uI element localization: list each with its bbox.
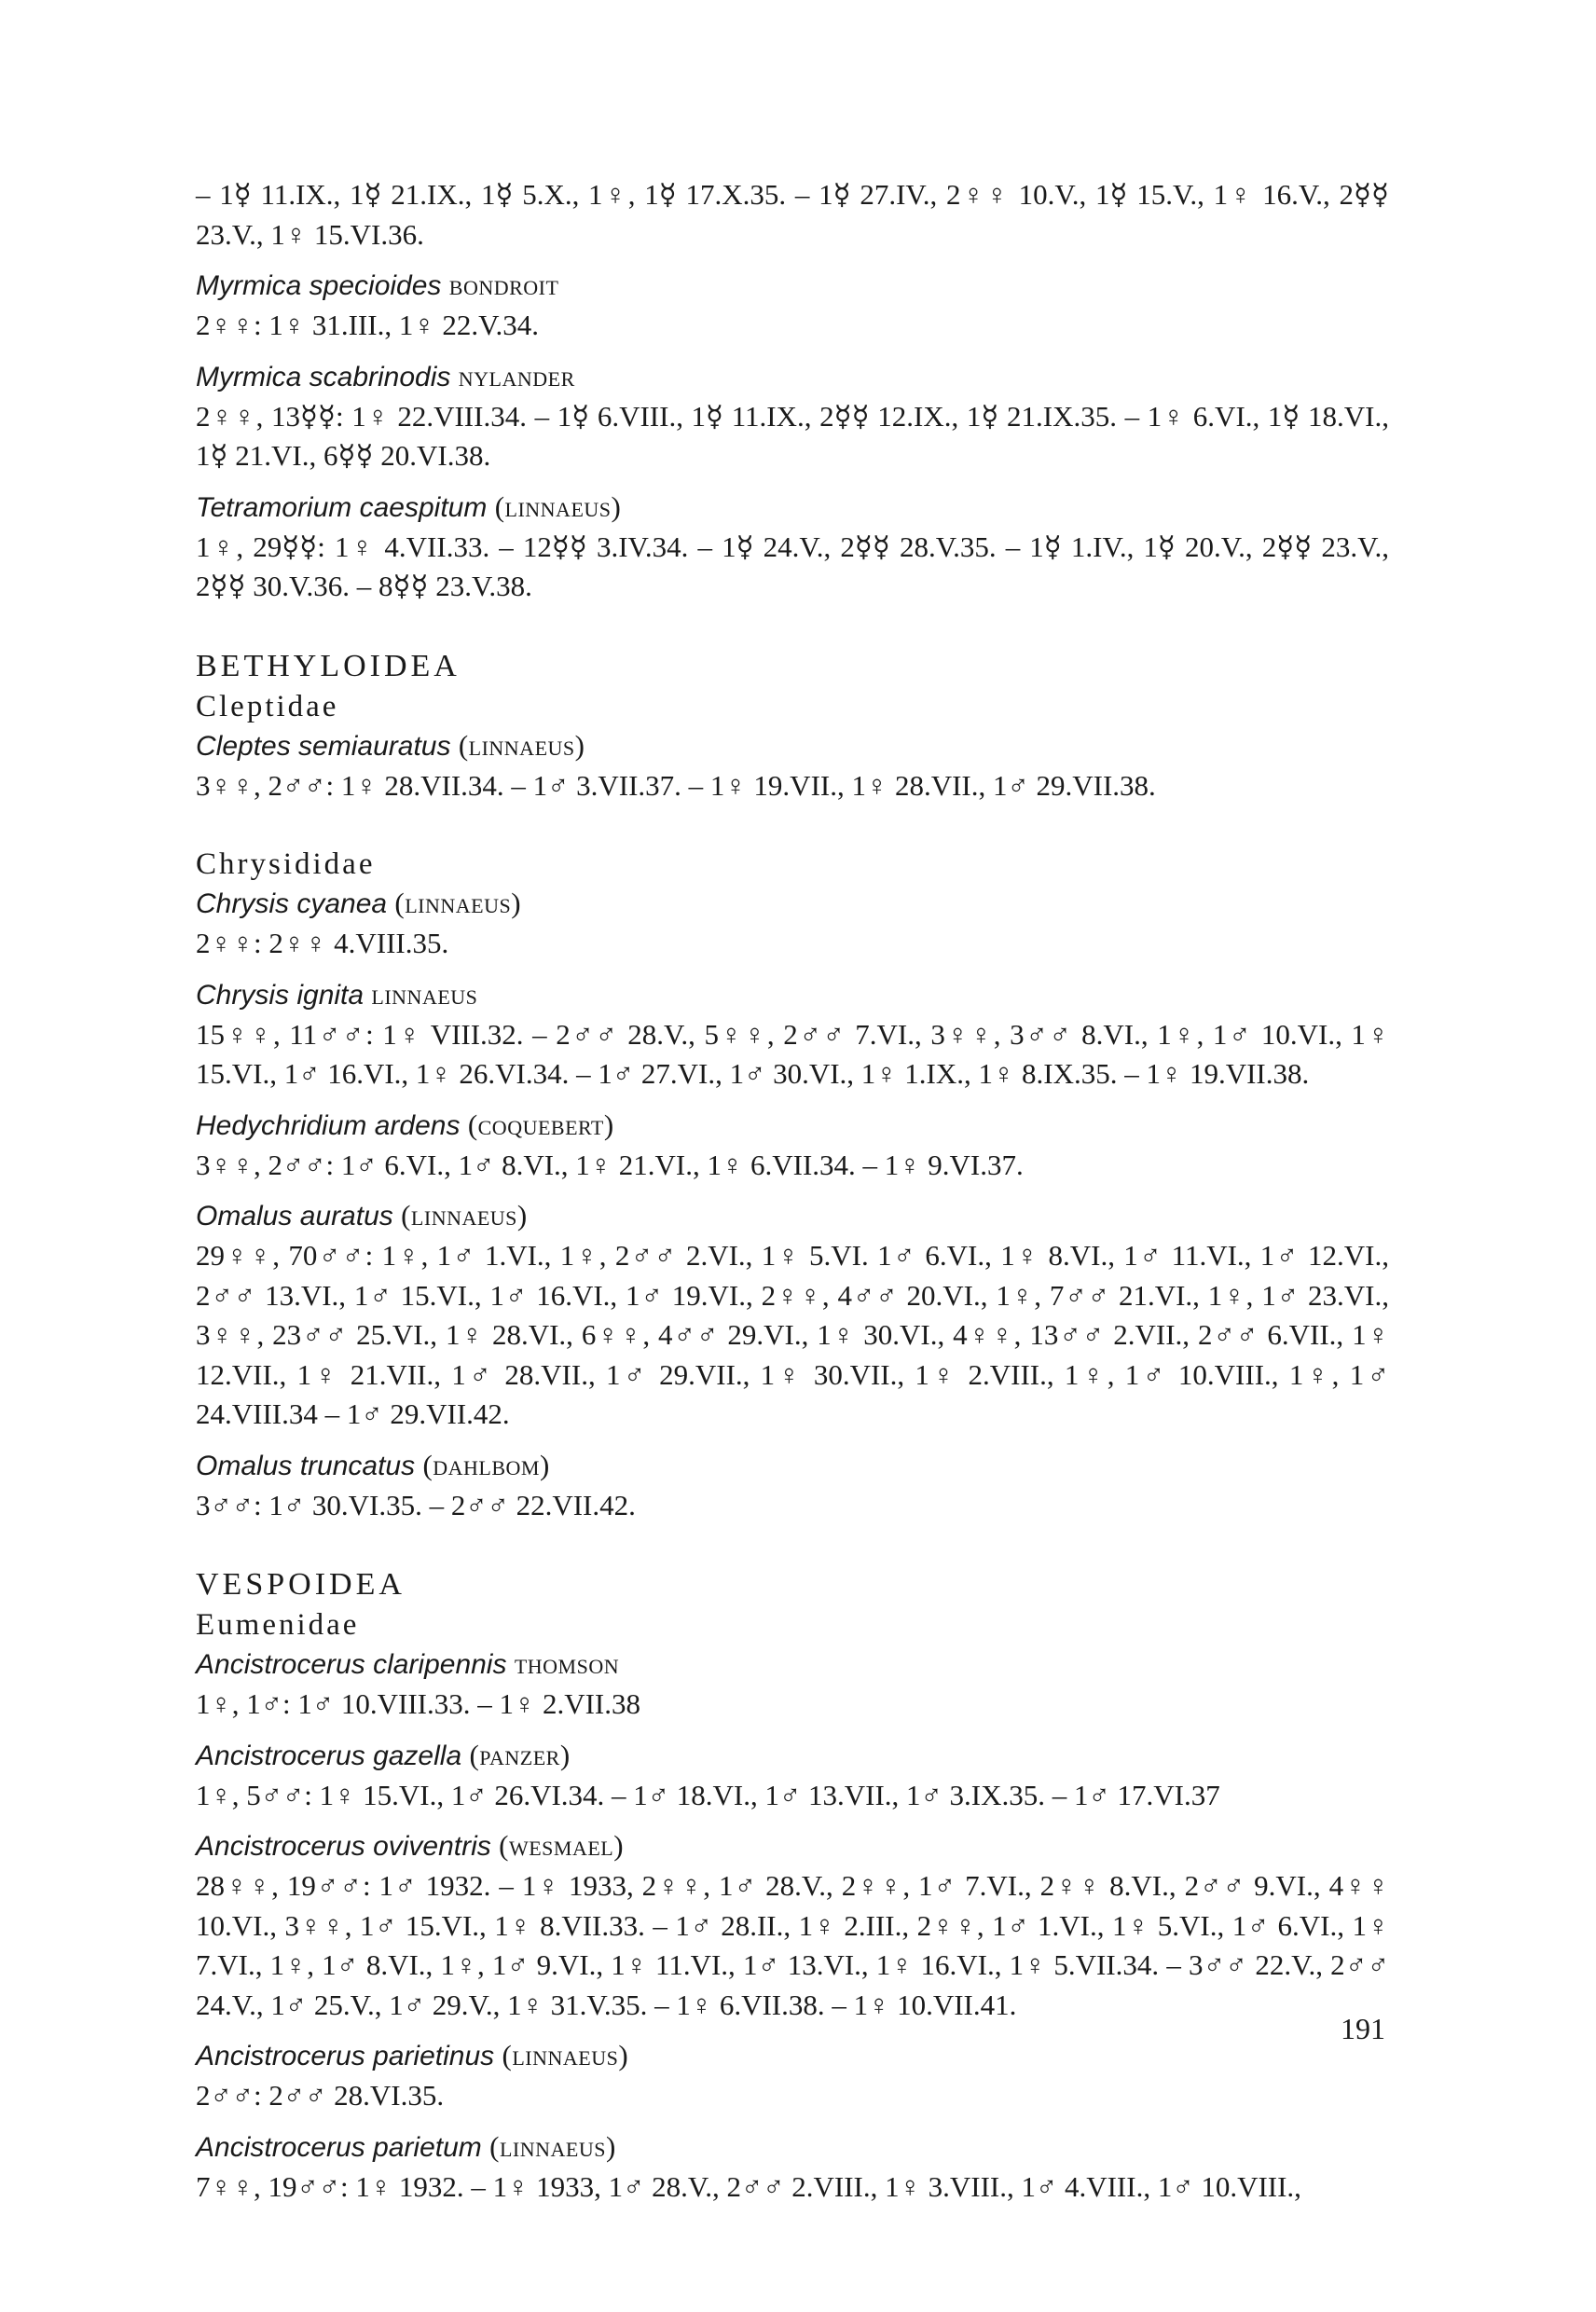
- species-heading: [196, 488, 1389, 528]
- species-heading: [196, 1446, 1389, 1486]
- species-author: bondroit: [448, 268, 559, 301]
- species-entry-hedychridium-ardens: [196, 1106, 1389, 1186]
- superfamily-heading-vespoidea: VESPOIDEA: [196, 1567, 406, 1602]
- species-author: (dahlbom): [422, 1448, 550, 1481]
- species-name: Ancistrocerus oviventris: [196, 1831, 491, 1862]
- species-heading: [196, 1826, 1389, 1866]
- species-heading: [196, 884, 1389, 924]
- document-page: [196, 175, 1389, 2207]
- family-heading-chrysididae: Chrysididae: [196, 847, 376, 881]
- species-name: Chrysis cyanea: [196, 888, 388, 919]
- species-records: 2♂♂: 2♂♂ 28.VI.35.: [196, 2079, 445, 2112]
- species-author: (panzer): [469, 1738, 571, 1771]
- species-author: (linnaeus): [458, 728, 585, 762]
- species-records: 1♀, 5♂♂: 1♀ 15.VI., 1♂ 26.VI.34. – 1♂ 18.VI., 1♂ 13.VII., 1♂ 3.IX.35. – 1♂ 17.VI.37: [196, 1778, 1220, 1811]
- species-records: 29♀♀, 70♂♂: 1♀, 1♂ 1.VI., 1♀, 2♂♂ 2.VI., 1♀ 5.VI. 1♂ 6.VI., 1♀ 8.VI., 1♂ 11.VI., 1♂ 12.VI., 2♂♂ 13.VI., 1♂ 15.VI., 1♂ 16.VI., 1♂ 19.VI., 2♀♀, 4♂♂ 20.VI., 1♀, 7♂♂ 21.VI., 1♀, 1♂ 23.VI., 3♀♀, 23♂♂ 25.VI., 1♀ 28.VI., 6♀♀, 4♂♂ 29.VI., 1♀ 30.VI., 4♀♀, 13♂♂ 2.VII., 2♂♂ 6.VII., 1♀ 12.VII., 1♀ 21.VII., 1♂ 28.VII., 1♂ 29.VII., 1♀ 30.VII., 1♀ 2.VIII., 1♀, 1♂ 10.VIII., 1♀, 1♂ 24.VIII.34 – 1♂ 29.VII.42.: [196, 1239, 1389, 1430]
- species-author: (linnaeus): [502, 2039, 629, 2071]
- species-author: linnaeus: [371, 977, 478, 1011]
- species-entry-chrysis-cyanea: [196, 884, 1389, 964]
- species-author: (wesmael): [499, 1829, 625, 1862]
- species-author: nylander: [458, 359, 575, 392]
- species-heading: [196, 726, 1389, 766]
- species-entry-ancistrocerus-parietinus: [196, 2036, 1389, 2116]
- species-entry-omalus-auratus: [196, 1196, 1389, 1435]
- species-heading: [196, 1645, 1389, 1685]
- species-records: 1♀, 1♂: 1♂ 10.VIII.33. – 1♀ 2.VII.38: [196, 1687, 641, 1720]
- species-entry-cleptes-semiauratus: [196, 726, 1389, 806]
- species-heading: [196, 1736, 1389, 1776]
- family-heading-cleptidae: Cleptidae: [196, 689, 339, 723]
- species-author: (linnaeus): [489, 2129, 616, 2163]
- species-name: Omalus auratus: [196, 1201, 393, 1232]
- species-name: Omalus truncatus: [196, 1450, 416, 1481]
- species-name: Cleptes semiauratus: [196, 730, 451, 762]
- species-records: 28♀♀, 19♂♂: 1♂ 1932. – 1♀ 1933, 2♀♀, 1♂ 28.V., 2♀♀, 1♂ 7.VI., 2♀♀ 8.VI., 2♂♂ 9.VI., 4♀♀ 10.VI., 3♀♀, 1♂ 15.VI., 1♀ 8.VII.33. – 1♂ 28.II., 1♀ 2.III., 2♀♀, 1♂ 1.VI., 1♀ 5.VI., 1♂ 6.VI., 1♀ 7.VI., 1♀, 1♂ 8.VI., 1♀, 1♂ 9.VI., 1♀ 11.VI., 1♂ 13.VI., 1♀ 16.VI., 1♀ 5.VII.34. – 3♂♂ 22.V., 2♂♂ 24.V., 1♂ 25.V., 1♂ 29.V., 1♀ 31.V.35. – 1♀ 6.VII.38. – 1♀ 10.VII.41.: [196, 1869, 1389, 2021]
- species-name: Ancistrocerus parietum: [196, 2131, 482, 2163]
- species-author: thomson: [514, 1647, 620, 1680]
- species-entry-omalus-truncatus: [196, 1446, 1389, 1526]
- species-heading: [196, 2036, 1389, 2076]
- species-records: 3♀♀, 2♂♂: 1♂ 6.VI., 1♂ 8.VI., 1♀ 21.VI., 1♀ 6.VII.34. – 1♀ 9.VI.37.: [196, 1148, 1024, 1181]
- species-records: 7♀♀, 19♂♂: 1♀ 1932. – 1♀ 1933, 1♂ 28.V., 2♂♂ 2.VIII., 1♀ 3.VIII., 1♂ 4.VIII., 1♂ 10.VIII.,: [196, 2169, 1301, 2203]
- species-entry-ancistrocerus-oviventris: [196, 1826, 1389, 2025]
- species-records: 2♀♀: 1♀ 31.III., 1♀ 22.V.34.: [196, 309, 539, 341]
- species-heading: [196, 1106, 1389, 1146]
- species-heading: [196, 975, 1389, 1015]
- species-entry-chrysis-ignita: [196, 975, 1389, 1094]
- species-entry-myrmica-scabrinodis: [196, 357, 1389, 476]
- species-entry-ancistrocerus-parietum: [196, 2127, 1389, 2208]
- page-number: 191: [1341, 2012, 1385, 2045]
- species-author: (linnaeus): [394, 887, 522, 919]
- species-author: (linnaeus): [401, 1199, 528, 1232]
- species-name: Myrmica scabrinodis: [196, 361, 451, 392]
- species-name: Ancistrocerus claripennis: [196, 1649, 507, 1680]
- species-entry-myrmica-specioides: [196, 266, 1389, 346]
- species-heading: [196, 266, 1389, 306]
- species-name: Myrmica specioides: [196, 270, 442, 301]
- species-records: 3♂♂: 1♂ 30.VI.35. – 2♂♂ 22.VII.42.: [196, 1488, 636, 1521]
- species-name: Chrysis ignita: [196, 979, 365, 1011]
- species-heading: [196, 1196, 1389, 1236]
- species-name: Tetramorium caespitum: [196, 491, 488, 523]
- superfamily-heading-bethyloidea: BETHYLOIDEA: [196, 648, 461, 683]
- myrmica-continued-records: – 1☿ 11.IX., 1☿ 21.IX., 1☿ 5.X., 1♀, 1☿ 17.X.35. – 1☿ 27.IV., 2♀♀ 10.V., 1☿ 15.V., 1♀ 16.V., 2☿☿ 23.V., 1♀ 15.VI.36.: [196, 178, 1389, 251]
- species-heading: [196, 2127, 1389, 2168]
- species-author: (coquebert): [467, 1108, 614, 1141]
- family-heading-eumenidae: Eumenidae: [196, 1608, 360, 1642]
- species-records: 1♀, 29☿☿: 1♀ 4.VII.33. – 12☿☿ 3.IV.34. – 1☿ 24.V., 2☿☿ 28.V.35. – 1☿ 1.IV., 1☿ 20.V., 2☿☿ 23.V., 2☿☿ 30.V.36. – 8☿☿ 23.V.38.: [196, 530, 1389, 602]
- species-name: Ancistrocerus parietinus: [196, 2041, 495, 2071]
- species-records: 2♀♀: 2♀♀ 4.VIII.35.: [196, 927, 449, 959]
- species-heading: [196, 357, 1389, 397]
- species-records: 2♀♀, 13☿☿: 1♀ 22.VIII.34. – 1☿ 6.VIII., 1☿ 11.IX., 2☿☿ 12.IX., 1☿ 21.IX.35. – 1♀ 6.VI., 1☿ 18.VI., 1☿ 21.VI., 6☿☿ 20.VI.38.: [196, 399, 1389, 472]
- species-entry-ancistrocerus-gazella: [196, 1736, 1389, 1816]
- species-author: (linnaeus): [494, 489, 622, 523]
- species-records: 15♀♀, 11♂♂: 1♀ VIII.32. – 2♂♂ 28.V., 5♀♀, 2♂♂ 7.VI., 3♀♀, 3♂♂ 8.VI., 1♀, 1♂ 10.VI., 1♀ 15.VI., 1♂ 16.VI., 1♀ 26.VI.34. – 1♂ 27.VI., 1♂ 30.VI., 1♀ 1.IX., 1♀ 8.IX.35. – 1♀ 19.VII.38.: [196, 1017, 1389, 1090]
- species-entry-ancistrocerus-claripennis: [196, 1645, 1389, 1725]
- species-name: Hedychridium ardens: [196, 1109, 461, 1141]
- species-entry-tetramorium-caespitum: [196, 488, 1389, 607]
- species-name: Ancistrocerus gazella: [196, 1740, 462, 1771]
- species-records: 3♀♀, 2♂♂: 1♀ 28.VII.34. – 1♂ 3.VII.37. – 1♀ 19.VII., 1♀ 28.VII., 1♂ 29.VII.38.: [196, 768, 1156, 802]
